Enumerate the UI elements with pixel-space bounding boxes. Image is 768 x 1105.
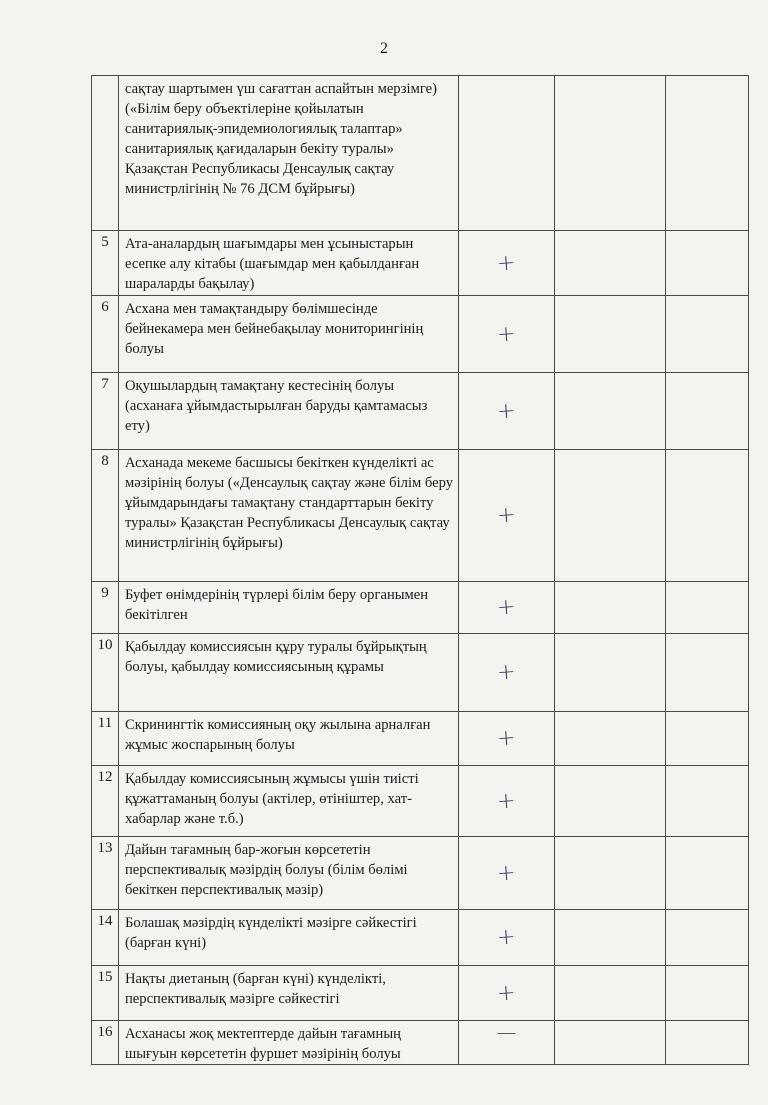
check-mark-cell bbox=[459, 837, 555, 910]
row-number bbox=[92, 76, 119, 231]
row-number: 14 bbox=[92, 910, 119, 966]
row-text: Скринингтік комиссияның оқу жылына арналған жұмыс жоспарының болуы bbox=[119, 712, 459, 766]
empty-cell bbox=[666, 634, 749, 712]
empty-cell bbox=[666, 582, 749, 634]
table-row bbox=[92, 766, 749, 837]
check-mark: + bbox=[496, 397, 517, 425]
check-mark-cell bbox=[459, 373, 555, 450]
empty-cell bbox=[555, 837, 666, 910]
empty-cell bbox=[555, 450, 666, 582]
check-mark: + bbox=[496, 249, 517, 277]
row-number: 9 bbox=[92, 582, 119, 634]
row-text: сақтау шартымен үш сағаттан аспайтын мерзімге) («Білім беру объектілеріне қойылатын санитариялық-эпидемиологиялық талаптар» санитариялық қағидаларын бекіту туралы» Қазақстан Республикасы Денсаулық сақтау министрлігінің № 76 ДСМ бұйрығы) bbox=[119, 76, 459, 231]
check-mark: + bbox=[496, 924, 517, 951]
page-number: 2 bbox=[380, 40, 388, 57]
empty-cell bbox=[666, 910, 749, 966]
empty-cell bbox=[555, 582, 666, 634]
row-text: Асхана мен тамақтандыру бөлімшесінде бейнекамера мен бейнебақылау мониторингінің болуы bbox=[119, 296, 459, 373]
table-row bbox=[92, 231, 749, 296]
table-row bbox=[92, 296, 749, 373]
check-mark-cell bbox=[459, 582, 555, 634]
table-row bbox=[92, 450, 749, 582]
row-number: 10 bbox=[92, 634, 119, 712]
empty-cell bbox=[666, 837, 749, 910]
checklist-table bbox=[91, 75, 749, 1065]
table-row bbox=[92, 582, 749, 634]
check-mark-cell bbox=[459, 634, 555, 712]
empty-cell bbox=[555, 231, 666, 296]
row-number: 6 bbox=[92, 296, 119, 373]
row-number: 11 bbox=[92, 712, 119, 766]
table-row bbox=[92, 634, 749, 712]
row-number: 13 bbox=[92, 837, 119, 910]
table-row bbox=[92, 1021, 749, 1065]
row-text: Нақты диетаның (барған күні) күнделікті, перспективалық мәзірге сәйкестігі bbox=[119, 966, 459, 1021]
row-number: 7 bbox=[92, 373, 119, 450]
empty-cell bbox=[666, 296, 749, 373]
empty-cell bbox=[666, 712, 749, 766]
check-mark: + bbox=[496, 725, 517, 752]
row-number: 15 bbox=[92, 966, 119, 1021]
row-number: 8 bbox=[92, 450, 119, 582]
empty-cell bbox=[666, 766, 749, 837]
check-mark: + bbox=[496, 787, 517, 815]
empty-cell bbox=[555, 966, 666, 1021]
empty-cell bbox=[555, 712, 666, 766]
table-row bbox=[92, 837, 749, 910]
empty-cell bbox=[666, 76, 749, 231]
check-mark-cell bbox=[459, 296, 555, 373]
check-mark: + bbox=[496, 859, 517, 887]
dash-mark: — bbox=[496, 1020, 517, 1044]
empty-cell bbox=[666, 231, 749, 296]
table-row bbox=[92, 910, 749, 966]
empty-cell bbox=[555, 76, 666, 231]
row-number: 12 bbox=[92, 766, 119, 837]
empty-cell bbox=[666, 450, 749, 582]
check-mark: + bbox=[496, 320, 517, 348]
check-mark-cell bbox=[459, 966, 555, 1021]
row-text: Дайын тағамның бар-жоғын көрсететін перспективалық мәзірдің болуы (білім бөлімі бекіткен перспективалық мәзір) bbox=[119, 837, 459, 910]
check-mark-cell bbox=[459, 450, 555, 582]
empty-cell bbox=[666, 373, 749, 450]
table-row bbox=[92, 373, 749, 450]
empty-cell bbox=[555, 373, 666, 450]
check-mark-cell bbox=[459, 766, 555, 837]
check-mark: + bbox=[496, 659, 517, 686]
check-mark-cell bbox=[459, 76, 555, 231]
empty-cell bbox=[555, 766, 666, 837]
row-text: Асханада мекеме басшысы бекіткен күнделікті ас мәзірінің болуы («Денсаулық сақтау және білім беру ұйымдарындағы тамақтану стандарттарын бекіту туралы» Қазақстан Республикасы Денсаулық сақтау министрлігінің бұйрығы) bbox=[119, 450, 459, 582]
check-mark-cell bbox=[459, 231, 555, 296]
row-text: Оқушылардың тамақтану кестесінің болуы (асханаға ұйымдастырылған баруды қамтамасыз ету) bbox=[119, 373, 459, 450]
table-row bbox=[92, 76, 749, 231]
check-mark-cell bbox=[459, 910, 555, 966]
row-text: Ата-аналардың шағымдары мен ұсыныстарын есепке алу кітабы (шағымдар мен қабылданған шараларды бақылау) bbox=[119, 231, 459, 296]
empty-cell bbox=[666, 966, 749, 1021]
table-row bbox=[92, 712, 749, 766]
empty-cell bbox=[666, 1021, 749, 1065]
empty-cell bbox=[555, 296, 666, 373]
row-text: Буфет өнімдерінің түрлері білім беру органымен бекітілген bbox=[119, 582, 459, 634]
row-number: 16 bbox=[92, 1021, 119, 1065]
row-text: Қабылдау комиссиясын құру туралы бұйрықтың болуы, қабылдау комиссиясының құрамы bbox=[119, 634, 459, 712]
check-mark: + bbox=[496, 594, 517, 621]
dash-mark-cell bbox=[459, 1021, 555, 1065]
check-mark-cell bbox=[459, 712, 555, 766]
check-mark: + bbox=[496, 979, 517, 1007]
row-text: Асханасы жоқ мектептерде дайын тағамның шығуын көрсететін фуршет мәзірінің болуы bbox=[119, 1021, 459, 1065]
empty-cell bbox=[555, 1021, 666, 1065]
row-text: Қабылдау комиссиясының жұмысы үшін тиісті құжаттаманың болуы (актілер, өтініштер, хат-хабарлар және т.б.) bbox=[119, 766, 459, 837]
empty-cell bbox=[555, 634, 666, 712]
row-number: 5 bbox=[92, 231, 119, 296]
empty-cell bbox=[555, 910, 666, 966]
table-row bbox=[92, 966, 749, 1021]
check-mark: + bbox=[496, 502, 517, 529]
row-text: Болашақ мәзірдің күнделікті мәзірге сәйкестігі (барған күні) bbox=[119, 910, 459, 966]
